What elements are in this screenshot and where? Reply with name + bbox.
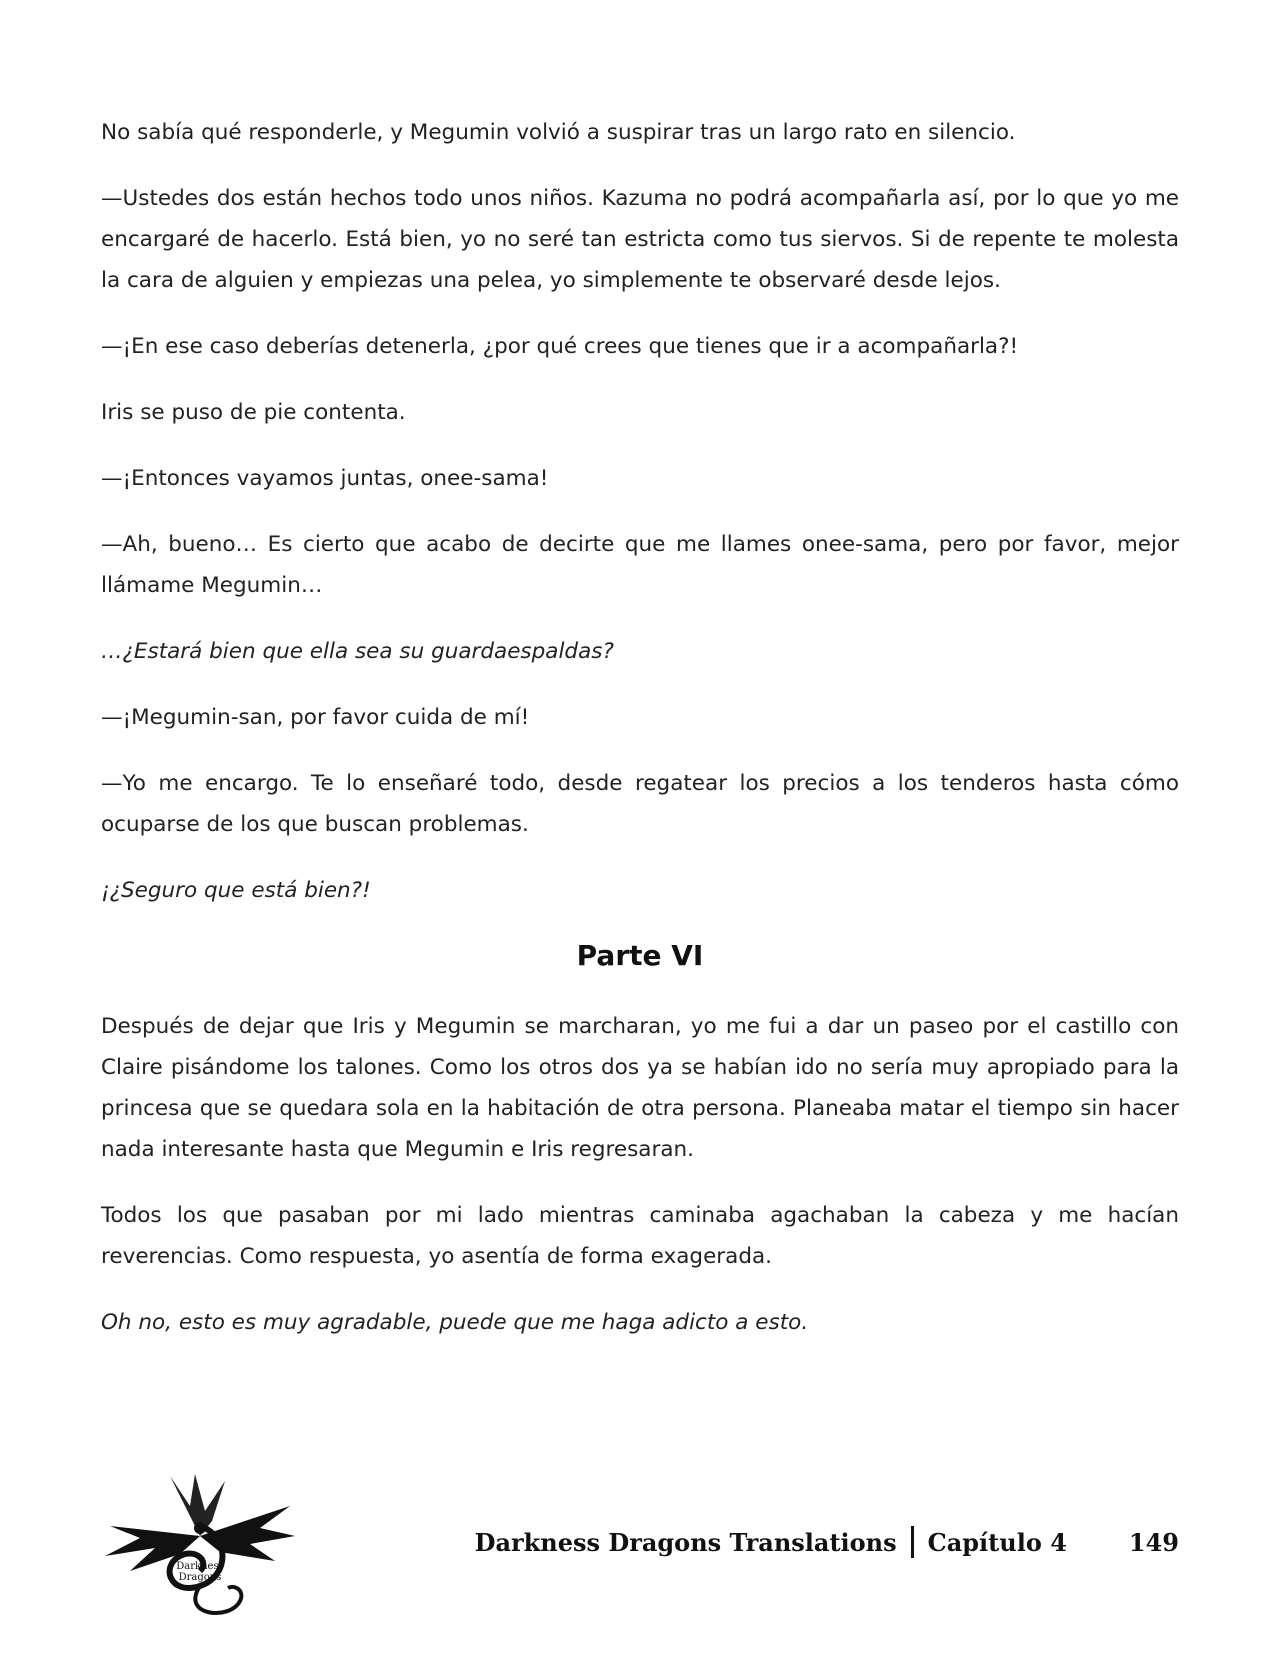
paragraph-italic: …¿Estará bien que ella sea su guardaespaldas? xyxy=(101,639,614,664)
paragraph: —¡Entonces vayamos juntas, onee-sama! xyxy=(101,466,549,491)
footer-caption xyxy=(475,1526,1179,1558)
paragraph: Todos los que pasaban por mi lado mientras caminaba agachaban la cabeza y me hacían reverencias. Como respuesta, yo asentía de forma exagerada. xyxy=(101,1203,1179,1269)
logo-text-darkness: Darkness xyxy=(176,1561,224,1572)
publisher-name: Darkness Dragons Translations xyxy=(474,1527,897,1557)
paragraph: —¡Megumin-san, por favor cuida de mí! xyxy=(101,705,530,730)
paragraph: Después de dejar que Iris y Megumin se marcharan, yo me fui a dar un paseo por el castillo con Claire pisándome los talones. Como los otros dos ya se habían ido no sería muy apropiado para la princesa que se quedara sola en la habitación de otra persona. Planeaba matar el tiempo sin hacer nada interesante hasta que Megumin e Iris regresaran. xyxy=(101,1014,1179,1162)
paragraph: No sabía qué responderle, y Megumin volvió a suspirar tras un largo rato en silencio. xyxy=(101,120,1016,145)
paragraph-italic: Oh no, esto es muy agradable, puede que me haga adicto a esto. xyxy=(101,1310,809,1335)
paragraph: Iris se puso de pie contenta. xyxy=(101,400,406,425)
chapter-label: Capítulo 4 xyxy=(927,1527,1067,1557)
paragraph-italic: ¡¿Seguro que está bien?! xyxy=(101,878,371,903)
paragraph: —¡En ese caso deberías detenerla, ¿por qué crees que tienes que ir a acompañarla?! xyxy=(101,334,1019,359)
page-footer xyxy=(0,1460,1280,1640)
dragon-logo-icon xyxy=(100,1466,300,1626)
paragraph: —Ah, bueno… Es cierto que acabo de decirte que me llames onee-sama, pero por favor, mejor llámame Megumin… xyxy=(101,532,1179,598)
logo-text-dragons: Dragons xyxy=(178,1572,222,1583)
paragraph: —Ustedes dos están hechos todo unos niños. Kazuma no podrá acompañarla así, por lo que yo me encargaré de hacerlo. Está bien, yo no seré tan estricta como tus siervos. Si de repente te molesta la cara de alguien y empiezas una pelea, yo simplemente te observaré desde lejos. xyxy=(101,186,1179,293)
page-body xyxy=(101,112,1179,1368)
dragon-logo xyxy=(100,1466,300,1626)
page-number: 149 xyxy=(1128,1527,1179,1557)
paragraph: —Yo me encargo. Te lo enseñaré todo, desde regatear los precios a los tenderos hasta cómo ocuparse de los que buscan problemas. xyxy=(101,771,1179,837)
footer-divider xyxy=(911,1526,914,1558)
section-title: Parte VI xyxy=(576,939,704,972)
